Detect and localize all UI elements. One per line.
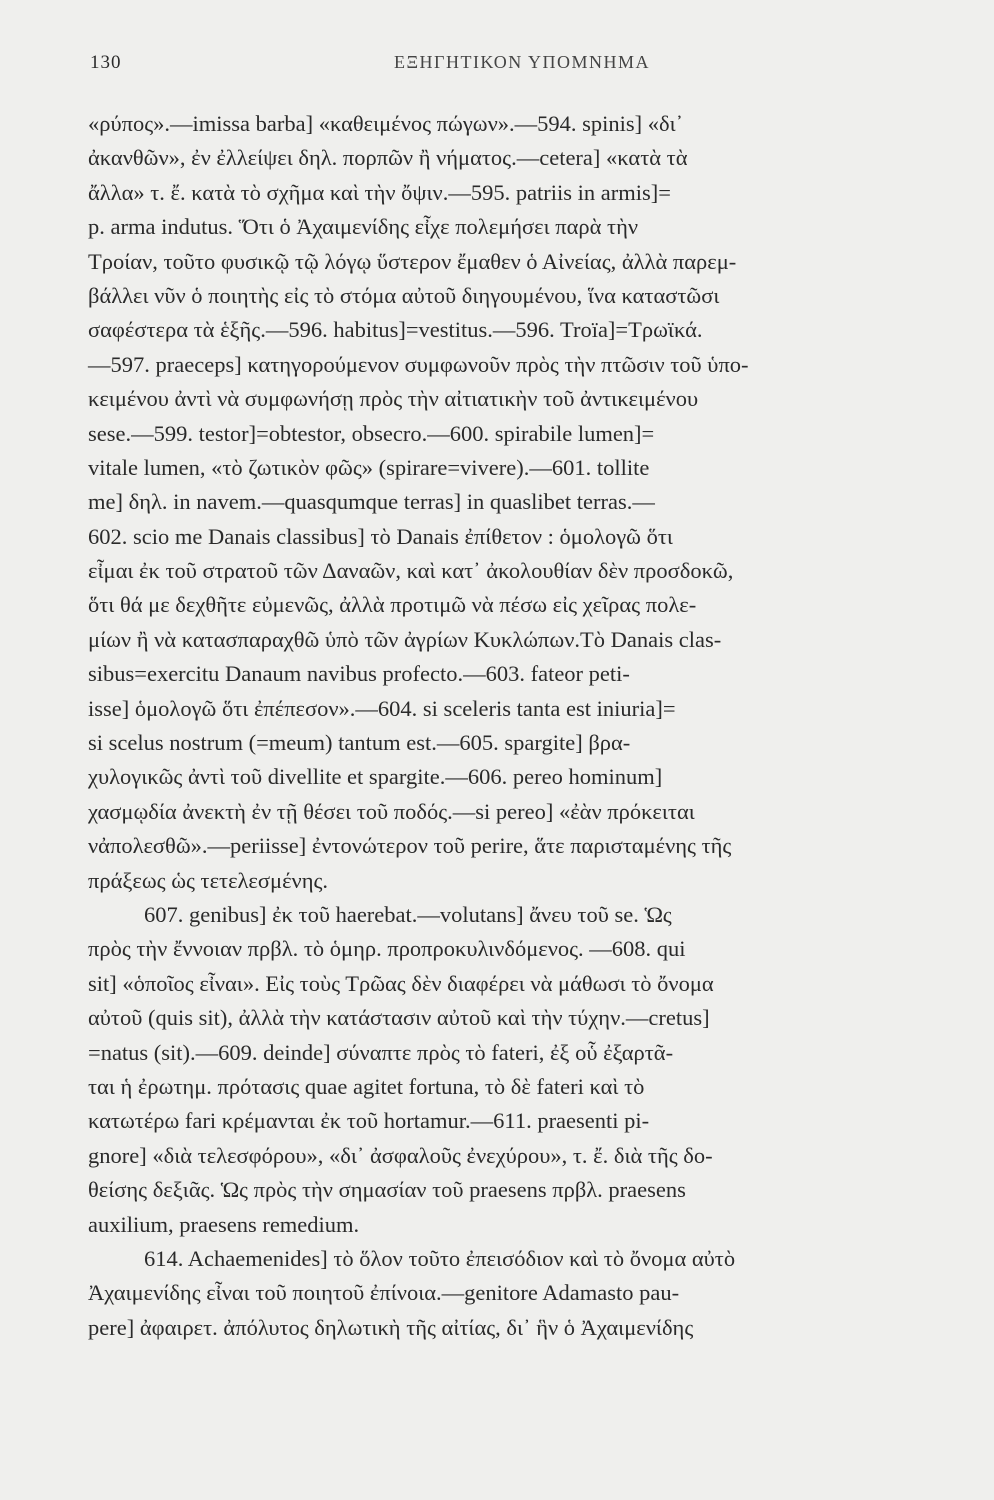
paragraph-start-line: 614. Achaemenides] τὸ ὅλον τοῦτο ἐπεισόδιον καὶ τὸ ὄνομα αὐτὸ [144,1245,736,1271]
text-line: vitale lumen, «τὸ ζωτικὸν φῶς» (spirare=vivere).—601. tollite [88,454,650,480]
text-line: εἶμαι ἐκ τοῦ στρατοῦ τῶν Δαναῶν, καὶ κατ᾽ ἀκολουθίαν δὲν προσδοκῶ, [88,558,734,584]
text-line: ὅτι θά με δεχθῆτε εὐμενῶς, ἀλλὰ προτιμῶ νὰ πέσω εἰς χεῖρας πολε- [88,592,697,618]
text-line: sibus=exercitu Danaum navibus profecto.—603. fateor peti- [88,661,630,687]
text-line: αὐτοῦ (quis sit), ἀλλὰ τὴν κατάστασιν αὐτοῦ καὶ τὴν τύχην.—cretus] [88,1005,710,1031]
running-head: ΕΞΗΓΗΤΙΚΟΝ ΥΠΟΜΝΗΜΑ [393,52,651,72]
commentary-text [88,107,958,1345]
text-line: ἀκανθῶν», ἐν ἐλλείψει δηλ. πορπῶν ἢ νήματος.—cetera] «κατὰ τὰ [88,145,688,171]
text-line: pere] ἀφαιρετ. ἀπόλυτος δηλωτικὴ τῆς αἰτίας, δι᾽ ἣν ὁ Ἀχαιμενίδης [88,1314,694,1340]
text-line: θείσης δεξιᾶς. Ὡς πρὸς τὴν σημασίαν τοῦ praesens πρβλ. praesens [88,1177,686,1203]
text-line: si scelus nostrum (=meum) tantum est.—605. spargite] βρα- [88,730,631,756]
text-line: πρὸς τὴν ἔννοιαν πρβλ. τὸ ὁμηρ. προπροκυλινδόμενος. —608. qui [88,936,686,962]
text-line: χασμῳδία ἀνεκτὴ ἐν τῇ θέσει τοῦ ποδός.—si pereo] «ἐὰν πρόκειται [88,798,695,824]
text-line: —597. praeceps] κατηγορούμενον συμφωνοῦν πρὸς τὴν πτῶσιν τοῦ ὑπο- [88,351,749,377]
text-line: ται ἡ ἐρωτημ. πρότασις quae agitet fortuna, τὸ δὲ fateri καὶ τὸ [88,1073,645,1099]
text-line: sit] «ὁποῖος εἶναι». Εἰς τοὺς Τρῶας δὲν διαφέρει νὰ μάθωσι τὸ ὄνομα [88,970,714,996]
text-line: sese.—599. testor]=obtestor, obsecro.—600. spirabile lumen]= [88,420,655,446]
text-line: σαφέστερα τὰ ἑξῆς.—596. habitus]=vestitus.—596. Troïa]=Τρωϊκά. [88,317,703,343]
text-line: κειμένου ἀντὶ νὰ συμφωνήσῃ πρὸς τὴν αἰτιατικὴν τοῦ ἀντικειμένου [88,386,699,412]
text-line: 602. scio me Danais classibus] τὸ Danais ἐπίθετον : ὁμολογῶ ὅτι [88,523,673,549]
text-line: me] δηλ. in navem.—quasqumque terras] in quaslibet terras.— [88,489,655,515]
text-line: =natus (sit).—609. deinde] σύναπτε πρὸς τὸ fateri, ἐξ οὗ ἐξαρτᾶ- [88,1039,674,1065]
text-line: p. arma indutus. Ὅτι ὁ Ἀχαιμενίδης εἶχε πολεμήσει παρὰ τὴν [88,214,639,240]
text-line: «ρύπος».—imissa barba] «καθειμένος πώγων».—594. spinis] «δι᾽ [88,111,684,136]
text-line: πράξεως ὡς τετελεσμένης. [88,867,328,893]
text-line: gnore] «διὰ τελεσφόρου», «δι᾽ ἀσφαλοῦς ἐνεχύρου», τ. ἔ. διὰ τῆς δο- [88,1142,713,1168]
text-line: μίων ἢ νὰ κατασπαραχθῶ ὑπὸ τῶν ἀγρίων Κυκλώπων.Τὸ Danais clas- [88,626,722,652]
page-number: 130 [90,52,122,73]
text-line: χυλογικῶς ἀντὶ τοῦ divellite et spargite.—606. pereo hominum] [88,764,663,790]
text-line: βάλλει νῦν ὁ ποιητὴς εἰς τὸ στόμα αὐτοῦ διηγουμένου, ἵνα καταστῶσι [88,282,720,308]
paragraph-start-line: 607. genibus] ἐκ τοῦ haerebat.—volutans] ἄνευ τοῦ se. Ὡς [144,901,672,927]
text-line: κατωτέρω fari κρέμανται ἐκ τοῦ hortamur.—611. praesenti pi- [88,1108,650,1134]
text-line: Ἀχαιμενίδης εἶναι τοῦ ποιητοῦ ἐπίνοια.—genitore Adamasto pau- [88,1280,680,1306]
page-header [90,52,954,80]
text-line: νἀπολεσθῶ».—periisse] ἐντονώτερον τοῦ perire, ἅτε παρισταμένης τῆς [88,833,732,859]
text-line: ἄλλα» τ. ἔ. κατὰ τὸ σχῆμα καὶ τὴν ὄψιν.—595. patriis in armis]= [88,179,671,205]
text-line: isse] ὁμολογῶ ὅτι ἐπέπεσον».—604. si sceleris tanta est iniuria]= [88,695,676,721]
text-line: Τροίαν, τοῦτο φυσικῷ τῷ λόγῳ ὕστερον ἔμαθεν ὁ Αἰνείας, ἀλλὰ παρεμ- [88,248,737,274]
text-line: auxilium, praesens remedium. [88,1211,360,1237]
